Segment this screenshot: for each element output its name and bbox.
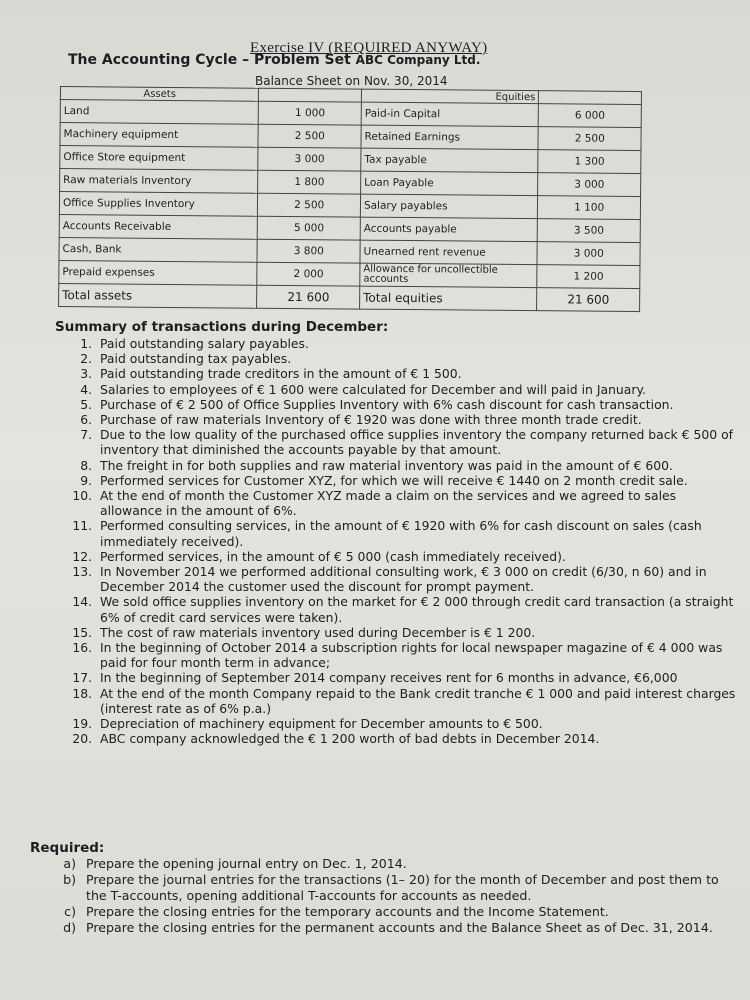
equity-value: 3 000 xyxy=(537,242,640,266)
list-item: 12. Performed services, in the amount of € 5 000 (cash immediately received). xyxy=(96,549,736,564)
list-item: 1. Paid outstanding salary payables. xyxy=(96,336,736,351)
page-title xyxy=(68,52,480,68)
equity-name: Salary payables xyxy=(360,194,538,219)
asset-name: Land xyxy=(60,100,259,125)
header-blank xyxy=(259,88,362,102)
asset-value: 1 800 xyxy=(258,170,361,194)
equity-value: 1 200 xyxy=(537,265,640,289)
total-assets-label: Total assets xyxy=(59,283,258,308)
asset-value: 1 000 xyxy=(259,101,362,125)
asset-value: 3 000 xyxy=(258,147,361,171)
equity-name: Unearned rent revenue xyxy=(360,240,538,265)
problem-set-title: The Accounting Cycle – Problem Set xyxy=(68,52,351,68)
list-item: 19. Depreciation of machinery equipment for December amounts to € 500. xyxy=(96,716,736,731)
equity-name: Paid-in Capital xyxy=(361,102,539,127)
summary-title: Summary of transactions during December: xyxy=(55,319,389,335)
equity-name: Allowance for uncollectible accounts xyxy=(360,263,538,288)
equity-value: 2 500 xyxy=(538,127,641,151)
list-item: 4. Salaries to employees of € 1 600 were calculated for December and will paid in January. xyxy=(96,382,736,397)
asset-name: Raw materials Inventory xyxy=(60,169,259,194)
equity-value: 3 000 xyxy=(538,173,641,197)
asset-name: Machinery equipment xyxy=(60,123,259,148)
asset-value: 3 800 xyxy=(257,239,360,263)
list-item: a. Prepare the opening journal entry on Dec. 1, 2014. xyxy=(80,856,720,872)
list-item: 2. Paid outstanding tax payables. xyxy=(96,351,736,366)
equity-value: 3 500 xyxy=(538,219,641,243)
list-item: b. Prepare the journal entries for the transactions (1– 20) for the month of December and post them to the T-accounts, opening additional T-accounts for accounts as needed. xyxy=(80,872,720,904)
asset-name: Office Supplies Inventory xyxy=(59,192,258,217)
equity-name: Accounts payable xyxy=(360,217,538,242)
list-item: 9. Performed services for Customer XYZ, for which we will receive € 1440 on 2 month credit sale. xyxy=(96,473,736,488)
list-item: 14. We sold office supplies inventory on the market for € 2 000 through credit card transaction (a straight 6% of credit card services were taken). xyxy=(96,594,736,624)
required-title: Required: xyxy=(30,840,105,856)
equities-header: Equities xyxy=(361,89,538,104)
list-item: 10. At the end of month the Customer XYZ made a claim on the services and we agreed to sales allowance in the amount of 6%. xyxy=(96,488,736,518)
list-item: 3. Paid outstanding trade creditors in the amount of € 1 500. xyxy=(96,366,736,381)
list-item: 13. In November 2014 we performed additional consulting work, € 3 000 on credit (6/30, n 60) and in December 2014 the customer used the discount for prompt payment. xyxy=(96,564,736,594)
balance-sheet-title: Balance Sheet on Nov. 30, 2014 xyxy=(255,74,448,88)
asset-value: 2 500 xyxy=(258,193,361,217)
list-item: 6. Purchase of raw materials Inventory of € 1920 was done with three month trade credit. xyxy=(96,412,736,427)
equity-value: 1 100 xyxy=(538,196,641,220)
asset-value: 5 000 xyxy=(258,216,361,240)
list-item: 17. In the beginning of September 2014 company receives rent for 6 months in advance, €6,000 xyxy=(96,670,736,685)
list-item: 15. The cost of raw materials inventory used during December is € 1 200. xyxy=(96,625,736,640)
header-blank xyxy=(539,91,642,105)
total-row xyxy=(59,283,640,311)
list-item: 18. At the end of the month Company repaid to the Bank credit tranche € 1 000 and paid interest charges (interest rate as of 6% p.a.) xyxy=(96,686,736,716)
equity-name: Loan Payable xyxy=(361,171,539,196)
list-item: 8. The freight in for both supplies and raw material inventory was paid in the amount of € 600. xyxy=(96,458,736,473)
total-assets-value: 21 600 xyxy=(257,285,360,309)
asset-name: Office Store equipment xyxy=(60,146,259,171)
transactions-list xyxy=(40,336,736,746)
equity-value: 6 000 xyxy=(539,104,642,128)
list-item: 5. Purchase of € 2 500 of Office Supplies Inventory with 6% cash discount for cash transaction. xyxy=(96,397,736,412)
assets-header: Assets xyxy=(60,87,259,102)
list-item: 16. In the beginning of October 2014 a subscription rights for local newspaper magazine of € 4 000 was paid for four month term in advance; xyxy=(96,640,736,670)
asset-name: Cash, Bank xyxy=(59,237,258,262)
asset-value: 2 500 xyxy=(258,124,361,148)
list-item: d. Prepare the closing entries for the permanent accounts and the Balance Sheet as of Dec. 31, 2014. xyxy=(80,920,720,936)
list-item: c. Prepare the closing entries for the temporary accounts and the Income Statement. xyxy=(80,904,720,920)
exercise-title: Exercise IV (REQUIRED ANYWAY) xyxy=(250,40,488,56)
list-item: 7. Due to the low quality of the purchased office supplies inventory the company returned back € 500 of inventory that diminished the accounts payable by that amount. xyxy=(96,427,736,457)
list-item: 20. ABC company acknowledged the € 1 200 worth of bad debts in December 2014. xyxy=(96,731,736,746)
total-equities-label: Total equities xyxy=(360,286,538,311)
equity-name: Tax payable xyxy=(361,148,539,173)
equity-name: Retained Earnings xyxy=(361,125,539,150)
asset-value: 2 000 xyxy=(257,262,360,286)
total-equities-value: 21 600 xyxy=(537,288,640,312)
required-list xyxy=(40,856,720,936)
asset-name: Accounts Receivable xyxy=(59,214,258,239)
balance-sheet-table xyxy=(58,86,642,312)
company-name: ABC Company Ltd. xyxy=(355,53,481,67)
asset-name: Prepaid expenses xyxy=(59,260,258,285)
equity-value: 1 300 xyxy=(538,150,641,174)
list-item: 11. Performed consulting services, in the amount of € 1920 with 6% for cash discount on sales (cash immediately received). xyxy=(96,518,736,548)
